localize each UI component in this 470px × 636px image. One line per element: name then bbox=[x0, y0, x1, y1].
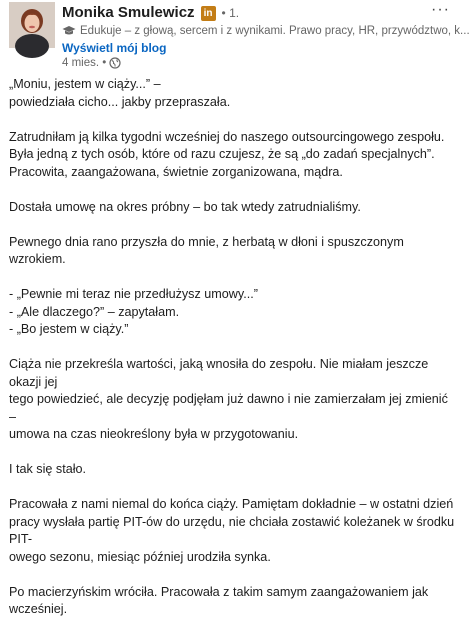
post-paragraph: Pewnego dnia rano przyszła do mnie, z herbatą w dłoni i spuszczonym wzrokiem. bbox=[9, 234, 404, 266]
linkedin-badge-icon: in bbox=[201, 6, 216, 21]
post-content bbox=[9, 76, 455, 636]
avatar-image bbox=[9, 2, 55, 48]
post-header bbox=[0, 0, 470, 70]
post-paragraph: Ciąża nie przekreśla wartości, jaką wnosiła do zespołu. Nie miałam jeszcze okazji jej tego powiedzieć, ale decyzję podjęłam już dawno i nie zamierzałam jej zmienić – umowa na czas nieokreślony była w przygotowaniu. bbox=[9, 357, 448, 441]
author-headline-row bbox=[62, 25, 470, 37]
post-paragraph: Pracowała z nami niemal do końca ciąży. Pamiętam dokładnie – w ostatni dzień pracy wysłała partię PIT-ów do urzędu, nie chciała zostawić koleżanek w środku PIT- owego sezonu, miesiąc później urodziła synka. bbox=[9, 497, 455, 564]
post-paragraph: „Moniu, jestem w ciąży...” – powiedziała cicho... jakby przepraszała. bbox=[9, 77, 231, 109]
post-paragraph: Po macierzyńskim wróciła. Pracowała z takim samym zaangażowaniem jak wcześniej. bbox=[9, 584, 429, 616]
connection-degree: • 1. bbox=[221, 6, 240, 20]
post-paragraph: - „Pewnie mi teraz nie przedłużysz umowy...” - „Ale dlaczego?” – zapytałam. - „Bo jestem w ciąży.” bbox=[9, 287, 258, 336]
author-name[interactable]: Monika Smulewicz bbox=[62, 4, 195, 21]
author-name-row bbox=[62, 4, 239, 22]
post-paragraph: Dostała umowę na okres próbny – bo tak wtedy zatrudnialiśmy. bbox=[9, 199, 361, 214]
graduation-cap-icon bbox=[62, 25, 76, 37]
globe-icon bbox=[109, 57, 121, 69]
view-blog-link[interactable]: Wyświetl mój blog bbox=[62, 41, 167, 55]
post-meta bbox=[62, 57, 121, 69]
author-headline: Edukuje – z głową, sercem i z wynikami. Prawo pracy, HR, przywództwo, k... bbox=[80, 25, 470, 37]
more-dots-icon[interactable]: ··· bbox=[431, 1, 450, 18]
post-paragraph: Zatrudniłam ją kilka tygodni wcześniej do naszego outsourcingowego zespołu. Była jedną z tych osób, które od razu czujesz, że są „do zadań specjalnych”. Pracowita, zaangażowana, świetnie zorganizowana, mądra. bbox=[9, 129, 445, 179]
post-paragraph: I tak się stało. bbox=[9, 462, 86, 476]
author-avatar[interactable] bbox=[9, 2, 55, 48]
post-time: 4 mies. • bbox=[62, 57, 107, 69]
